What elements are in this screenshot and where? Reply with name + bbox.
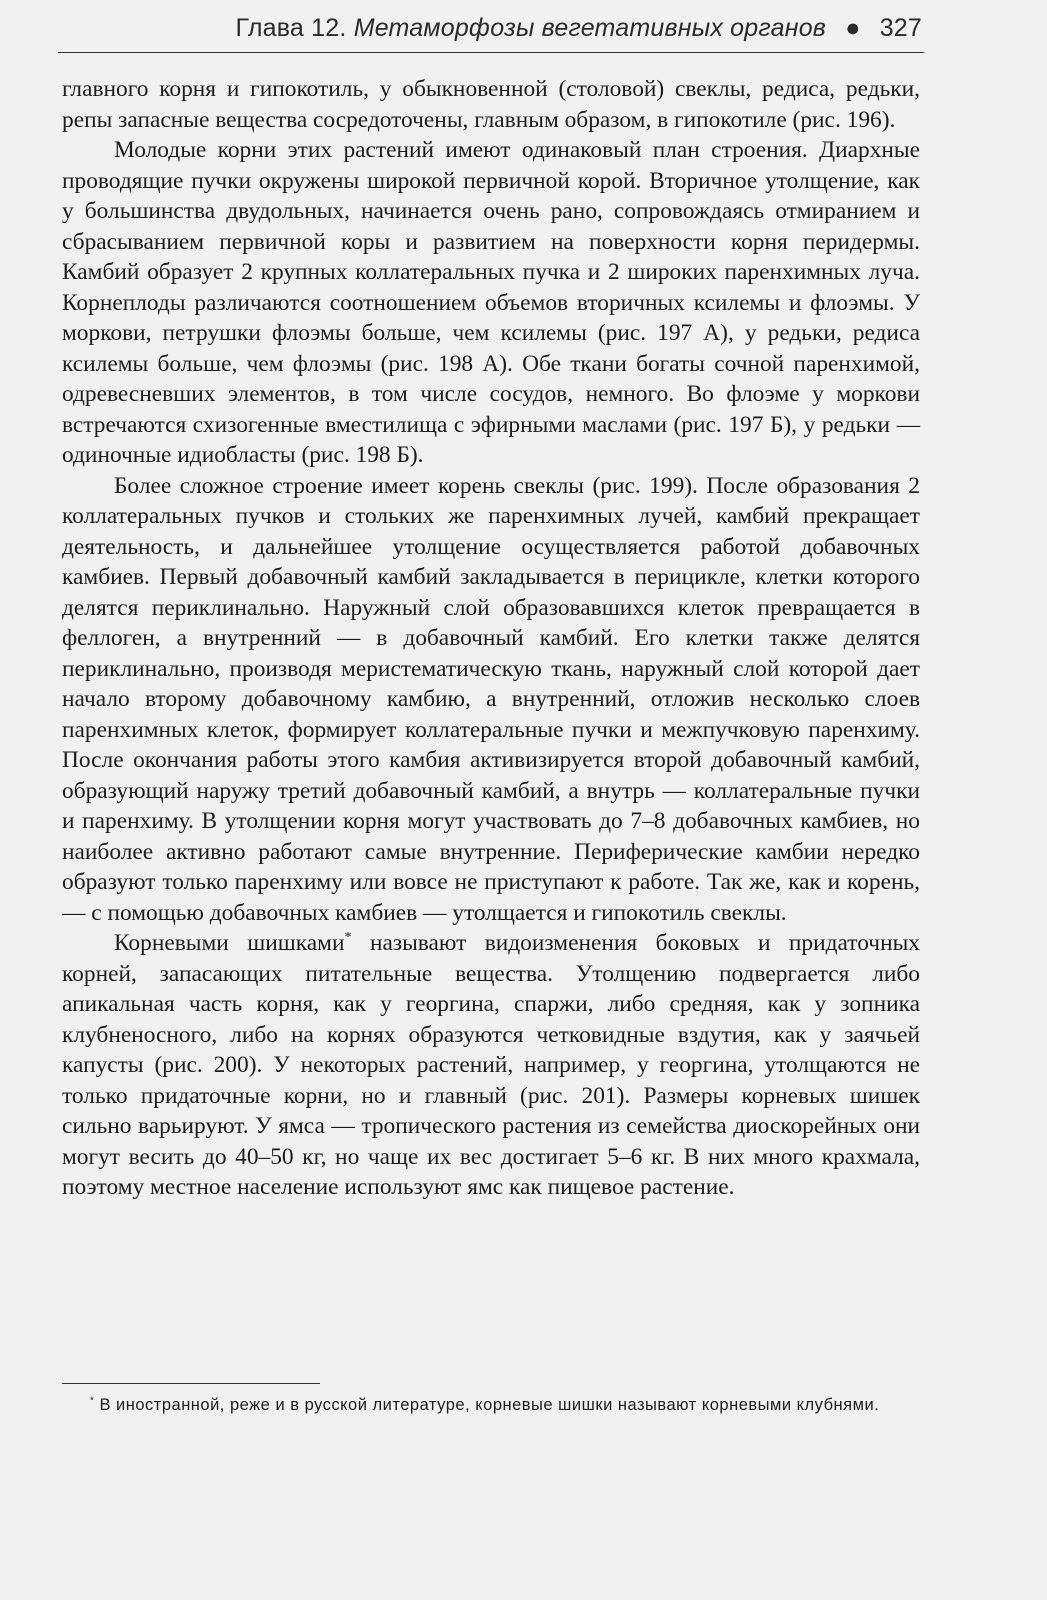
footnote-mark: * (90, 1395, 95, 1407)
term: Корневыми шишками (114, 930, 345, 956)
running-header (60, 14, 922, 43)
paragraph-4-text: называют видоизменения боковых и придаточных корней, запасающих питательные вещества. Утолщению подвергается либо апикальная часть корня, как у георгина, спаржи, либо средняя, как у зопника клубненосного, либо на корнях образуются четковидные вздутия, как у заячьей капусты (рис. 200). У некоторых растений, например, у георгина, утолщаются не только придаточные корни, но и главный (рис. 201). Размеры корневых шишек сильно варьируют. У ямса — тропического растения из семейства диоскорейных они могут весить до 40–50 кг, но чаще их вес достигает 5–6 кг. В них много крахмала, поэтому местное население используют ямс как пищевое растение. (62, 930, 920, 1200)
header-bullet: ● (845, 14, 861, 42)
chapter-number: Глава 12. (235, 14, 347, 42)
footnote-rule (62, 1383, 320, 1384)
body-text (62, 74, 920, 1203)
page-number: 327 (879, 14, 922, 42)
footnote-text: В иностранной, реже и в русской литературе, корневые шишки называют корневыми клубнями. (99, 1396, 880, 1414)
footnote-reference: * (344, 929, 352, 946)
paragraph-4 (62, 928, 920, 1203)
footnote (62, 1393, 882, 1417)
paragraph-2: Молодые корни этих растений имеют одинаковый план строения. Диархные проводящие пучки окружены широкой первичной корой. Вторичное утолщение, как у большинства двудольных, начинается очень рано, сопровождаясь отмиранием и сбрасыванием первичной коры и развитием на поверхности корня перидермы. Камбий образует 2 крупных коллатеральных пучка и 2 широких паренхимных луча. Корнеплоды различаются соотношением объемов вторичных ксилемы и флоэмы. У моркови, петрушки флоэмы больше, чем ксилемы (рис. 197 А), у редьки, редиса ксилемы больше, чем флоэмы (рис. 198 А). Обе ткани богаты сочной паренхимой, одревесневших элементов, в том числе сосудов, немного. Во флоэме у моркови встречаются схизогенные вместилища с эфирными маслами (рис. 197 Б), у редьки — одиночные идиобласты (рис. 198 Б). (62, 137, 920, 468)
paragraph-3: Более сложное строение имеет корень свеклы (рис. 199). После образования 2 коллатеральных пучков и стольких же паренхимных лучей, камбий прекращает деятельность, и дальнейшее утолщение осуществляется работой добавочных камбиев. Первый добавочный камбий закладывается в перицикле, клетки которого делятся периклинально. Наружный слой образовавшихся клеток превращается в феллоген, а внутренний — в добавочный камбий. Его клетки также делятся периклинально, производя меристематическую ткань, наружный слой которой дает начало второму добавочному камбию, а внутренний, отложив несколько слоев паренхимных клеток, формирует коллатеральные пучки и межпучковую паренхиму. После окончания работы этого камбия активизируется второй добавочный камбий, образующий наружу третий добавочный камбий, а внутрь — коллатеральные пучки и паренхиму. В утолщении корня могут участвовать до 7–8 добавочных камбиев, но наиболее активно работают самые внутренние. Периферические камбии нередко образуют только паренхиму или вовсе не приступают к работе. Так же, как и корень, — с помощью добавочных камбиев — утолщается и гипокотиль свеклы. (62, 472, 920, 926)
chapter-title: Метаморфозы вегетативных органов (353, 14, 827, 42)
header-rule (58, 52, 924, 53)
paragraph-1: главного корня и гипокотиль, у обыкновенной (столовой) свеклы, редиса, редьки, репы запасные вещества сосредоточены, главным образом, в гипокотиле (рис. 196). (62, 76, 920, 133)
